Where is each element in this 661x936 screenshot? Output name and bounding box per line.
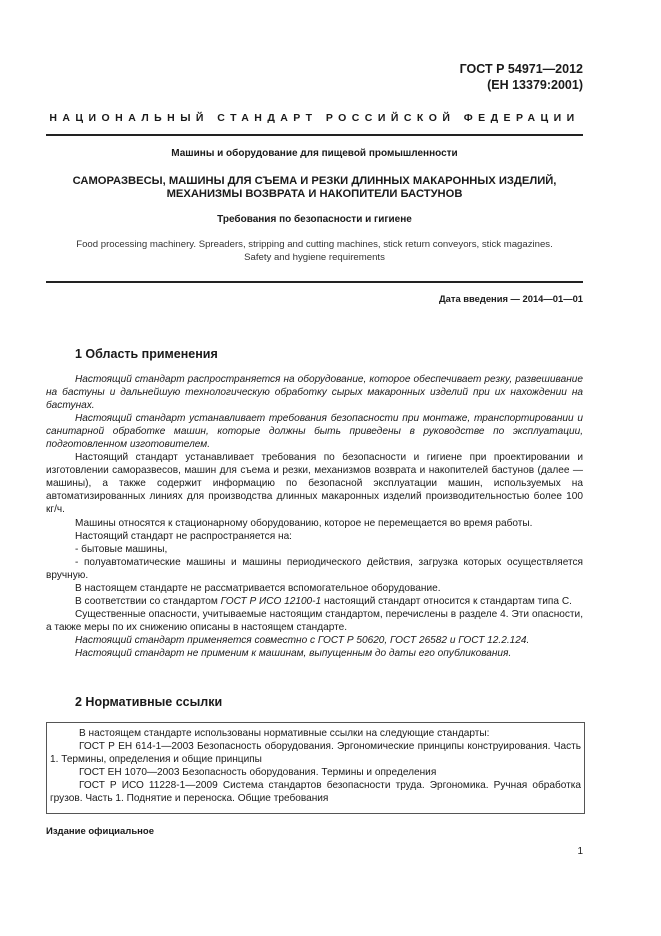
standard-title-line-2: МЕХАНИЗМЫ ВОЗВРАТА И НАКОПИТЕЛИ БАСТУНОВ [166, 188, 463, 200]
paragraph: В настоящем стандарте использованы нормативные ссылки на следующие стандарты: [79, 728, 490, 739]
title-divider [46, 281, 583, 283]
banner-divider [46, 134, 583, 136]
english-title-line-1: Food processing machinery. Spreaders, stripping and cutting machines, stick return conveyors, stick magazines. [76, 239, 553, 250]
paragraph: В настоящем стандарте не рассматривается вспомогательное оборудование. [75, 582, 441, 594]
paragraph: Настоящий стандарт устанавливает требования по безопасности и гигиене при проектировании и изготовлении саморазвесов, машин для съема и резки, механизмов возврата и накопителей бастунов (далее — машины), а также содержит информацию по безопасной эксплуатации машин, используемых на автоматизированных линиях для производства длинных макаронных изделий производительностью более 100 кг/ч. [46, 452, 583, 516]
reference-entry: ГОСТ ЕН 1070—2003 Безопасность оборудования. Термины и определения [79, 767, 437, 779]
national-standard-banner: НАЦИОНАЛЬНЫЙ СТАНДАРТ РОССИЙСКОЙ ФЕДЕРАЦИИ [49, 112, 580, 124]
official-edition-label: Издание официальное [46, 826, 154, 837]
text-run: настоящий стандарт относится к стандартам типа С. [323, 595, 572, 607]
section-2-heading: 2 Нормативные ссылки [75, 695, 223, 709]
standard-title-line-1: САМОРАЗВЕСЫ, МАШИНЫ ДЛЯ СЪЕМА И РЕЗКИ ДЛИННЫХ МАКАРОННЫХ ИЗДЕЛИЙ, [72, 175, 557, 187]
list-item: - бытовые машины, [75, 543, 168, 555]
reference-entry: ГОСТ Р ИСО 11228-1—2009 Система стандартов безопасности труда. Эргономика. Ручная обработка грузов. Часть 1. Поднятие и переноска. Общие требования [50, 780, 581, 805]
standard-reference: ГОСТ Р ИСО 12100-1 [220, 595, 322, 607]
list-item: - полуавтоматические машины и машины периодического действия, загрузка которых осуществляется вручную. [46, 556, 583, 581]
paragraph: Существенные опасности, учитываемые настоящим стандартом, перечислены в разделе 4. Эти опасности, а также меры по их снижению описаны в настоящем стандарте. [46, 608, 583, 633]
paragraph: Настоящий стандарт применяется совместно с ГОСТ Р 50620, ГОСТ 26582 и ГОСТ 12.2.124. [75, 634, 530, 646]
paragraph [46, 595, 583, 608]
standard-equivalent: (ЕН 13379:2001) [487, 78, 583, 92]
english-title-line-2: Safety and hygiene requirements [244, 252, 385, 263]
standard-designation [460, 61, 583, 93]
section-1-heading: 1 Область применения [75, 347, 218, 361]
standard-title [46, 175, 583, 201]
page-number: 1 [577, 846, 583, 857]
section-2-body [50, 727, 581, 805]
standard-number: ГОСТ Р 54971—2012 [459, 62, 583, 76]
normative-references-box [46, 722, 585, 814]
paragraph: Настоящий стандарт не распространяется на: [75, 530, 292, 542]
standard-subtitle: Требования по безопасности и гигиене [217, 214, 412, 225]
paragraph: Настоящий стандарт распространяется на оборудование, которое обеспечивает резку, развешивание на бастуны и дальнейшую технологическую обработку сырых макаронных изделий при их нахождении на бастунах. [46, 374, 583, 412]
reference-entry: ГОСТ Р ЕН 614-1—2003 Безопасность оборудования. Эргономические принципы конструирования. Часть 1. Термины, определения и общие принципы [50, 741, 581, 766]
paragraph: Машины относятся к стационарному оборудованию, которое не перемещается во время работы. [75, 517, 533, 529]
standard-category: Машины и оборудование для пищевой промышленности [171, 148, 458, 159]
paragraph: Настоящий стандарт не применим к машинам, выпущенным до даты его опубликования. [75, 647, 512, 659]
introduction-date: Дата введения — 2014—01—01 [438, 293, 583, 304]
text-run: В соответствии со стандартом [75, 595, 218, 607]
section-1-body [46, 373, 583, 660]
paragraph: Настоящий стандарт устанавливает требования безопасности при монтаже, транспортировании и санитарной обработке машин, которые должны быть приведены в руководстве по эксплуатации, подготовленном изготовителем. [46, 413, 583, 451]
english-title [46, 238, 583, 264]
